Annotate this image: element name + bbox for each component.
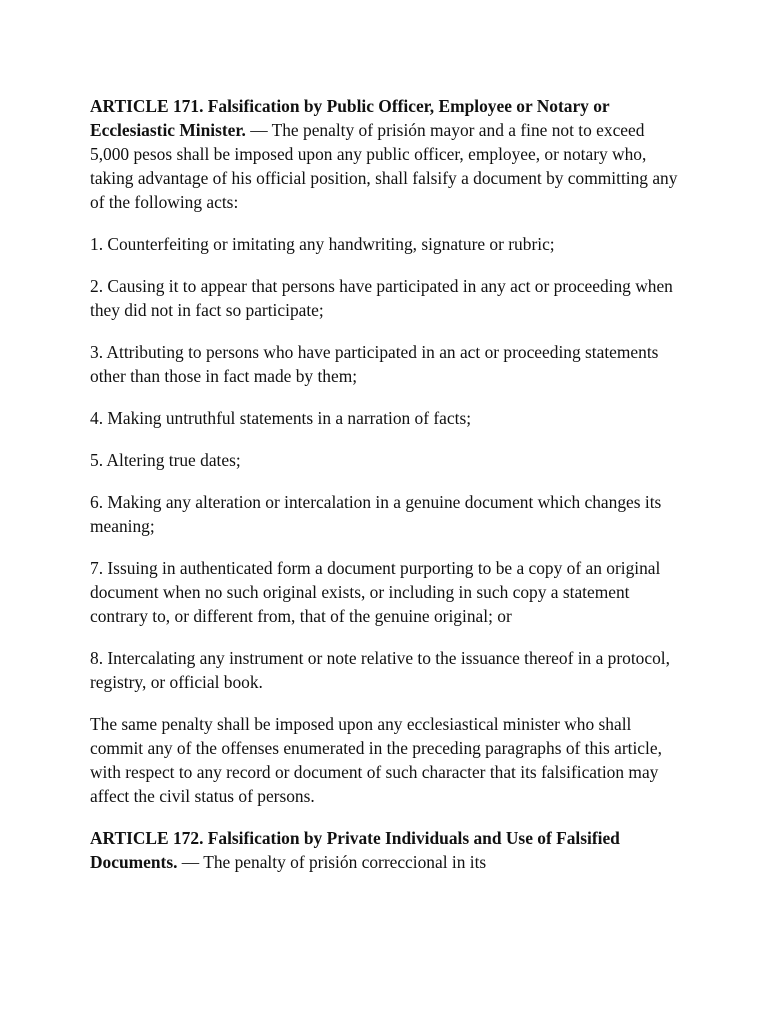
article-171-closing: The same penalty shall be imposed upon any ecclesiastical minister who shall commit any of the offenses enumerated in the preceding paragraphs of this article, with respect to any record or document of such character that its falsification may affect the civil status of persons. — [90, 714, 662, 806]
article-171-item-6: 6. Making any alteration or intercalation in a genuine document which changes its meaning; — [90, 492, 662, 536]
article-171-item-8: 8. Intercalating any instrument or note relative to the issuance thereof in a protocol, registry, or official book. — [90, 648, 670, 692]
article-172-heading: ARTICLE 172. Falsification by Private Individuals and Use of Falsified Documents. — [90, 828, 620, 872]
article-171-item-1: 1. Counterfeiting or imitating any handwriting, signature or rubric; — [90, 234, 555, 254]
article-172-intro-text: — The penalty of prisión correccional in its — [177, 852, 487, 872]
document-page — [90, 94, 686, 892]
article-171-item-7: 7. Issuing in authenticated form a document purporting to be a copy of an original document when no such original exists, or including in such copy a statement contrary to, or different from, that of the genuine original; or — [90, 558, 661, 626]
article-171-item-3: 3. Attributing to persons who have participated in an act or proceeding statements other than those in fact made by them; — [90, 342, 659, 386]
article-171-item-4: 4. Making untruthful statements in a narration of facts; — [90, 408, 472, 428]
article-171-item-2: 2. Causing it to appear that persons have participated in any act or proceeding when they did not in fact so participate; — [90, 276, 673, 320]
article-171-item-5: 5. Altering true dates; — [90, 450, 241, 470]
article-171-heading: ARTICLE 171. Falsification by Public Officer, Employee or Notary or Ecclesiastic Minister. — [90, 96, 610, 140]
article-171-intro — [90, 94, 686, 214]
article-172-intro — [90, 826, 686, 874]
article-171-intro-text: — The penalty of prisión mayor and a fine not to exceed 5,000 pesos shall be imposed upon any public officer, employee, or notary who, taking advantage of his official position, shall falsify a document by committing any of the following acts: — [90, 120, 678, 212]
